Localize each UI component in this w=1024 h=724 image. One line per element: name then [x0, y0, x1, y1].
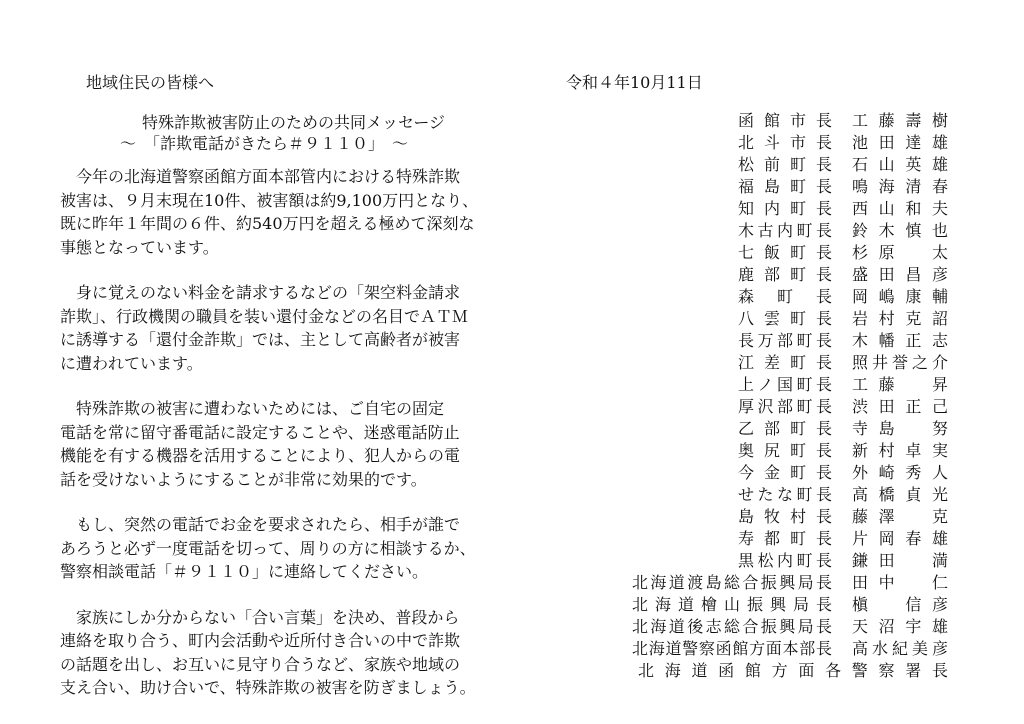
signatory-office: 寿都町長 [738, 529, 832, 548]
signatory-name: 工藤壽樹 [852, 111, 948, 130]
signatory-name: 寺島 努 [852, 419, 948, 438]
signatory-office: 乙部町長 [738, 419, 832, 438]
signatory-row [628, 330, 948, 352]
signatory-office: 北海道渡島総合振興局長 [632, 573, 832, 592]
signatory-office: 森町長 [738, 287, 832, 306]
signatory-office: 木古内町長 [738, 221, 832, 240]
paragraph-line: 機能を有する機器を活用することにより、犯人からの電 [60, 446, 461, 465]
signatory-row [628, 110, 948, 132]
signatory-name: 高水紀美彦 [852, 639, 948, 658]
paragraph [60, 281, 469, 375]
signatory-row [628, 176, 948, 198]
paragraph-line: 身に覚えのない料金を請求するなどの「架空料金請求 [60, 283, 461, 302]
signatory-office: 北海道檜山振興局長 [632, 595, 832, 614]
paragraph-line: 詐欺」、行政機関の職員を装い還付金などの名目でＡＴＭ [60, 306, 469, 326]
signatory-row [628, 550, 948, 572]
signatory-name: 岩村克詔 [852, 309, 948, 328]
signatory-office: 北海道後志総合振興局長 [632, 617, 832, 636]
signatory-name: 鈴木慎也 [852, 221, 948, 240]
signatory-office: 島牧村長 [738, 507, 832, 526]
paragraph-line: の話題を出し、お互いに見守り合うなど、家族や地域の [60, 654, 461, 674]
signatory-office: 長万部町長 [738, 331, 832, 350]
signatory-office: 函館市長 [738, 111, 832, 130]
signatory-name: 杉原 太 [852, 243, 948, 262]
signatory-name: 新村卓実 [852, 441, 948, 460]
signatory-row [628, 132, 948, 154]
signatory-office: 北斗市長 [738, 133, 832, 152]
signatory-name: 岡嶋康輔 [852, 287, 948, 306]
paragraph [60, 606, 476, 700]
paragraph-line: 警察相談電話「＃９１１０」に連絡してください。 [60, 562, 429, 581]
signatory-office: 厚沢部町長 [738, 397, 832, 416]
signatory-name: 鳴海清春 [852, 177, 948, 196]
signatory-name: 工藤 昇 [852, 375, 948, 394]
issue-date: 令和４年10月11日 [566, 73, 703, 92]
signatory-office: 北海道警察函館方面本部長 [632, 639, 832, 658]
signatory-name: 石山英雄 [852, 155, 948, 174]
signatory-name: 渋田正己 [852, 397, 948, 416]
paragraph-line: 事態となっています。 [60, 237, 219, 257]
paragraph-line: 話を受けないようにすることが非常に効果的です。 [60, 469, 427, 489]
signatory-row [628, 462, 948, 484]
signatory-row [628, 418, 948, 440]
signatory-office: 奥尻町長 [738, 441, 832, 460]
paragraph-line: に誘導する「還付金詐欺」では、主として高齢者が被害 [60, 330, 461, 349]
signatory-office: 黒松内町長 [738, 551, 832, 570]
signatory-row [628, 572, 948, 594]
signatory-row [628, 506, 948, 528]
signatory-row [628, 374, 948, 396]
signatory-office: 福島町長 [738, 177, 832, 196]
paragraph-line: 電話を常に留守番電話に設定することや、迷惑電話防止 [60, 422, 460, 442]
paragraph-line: 既に昨年１年間の６件、約540万円を超える極めて深刻な [60, 214, 475, 233]
signatory-row [628, 264, 948, 286]
signatory-list [628, 110, 948, 682]
paragraph [60, 513, 476, 584]
signatory-row [628, 528, 948, 550]
message-subtitle: ～ 「詐欺電話がきたら＃９１１０」 ～ [120, 134, 409, 153]
signatory-row [628, 484, 948, 506]
signatory-office: 松前町長 [738, 155, 832, 174]
signatory-row [628, 308, 948, 330]
signatory-name: 藤澤 克 [852, 507, 948, 526]
signatory-row [628, 286, 948, 308]
signatory-name: 池田達雄 [852, 133, 948, 152]
signatory-office: 上ノ国町長 [738, 375, 832, 394]
paragraph-line: 家族にしか分からない「合い言葉」を決め、普段から [60, 607, 460, 627]
paragraph-line: 特殊詐欺の被害に遭わないためには、ご自宅の固定 [60, 399, 445, 418]
signatory-row [628, 638, 948, 660]
signatory-name: 片岡春雄 [852, 529, 948, 548]
signatory-name: 木幡正志 [852, 331, 948, 350]
signatory-office: 江差町長 [738, 353, 832, 372]
paragraph-line: 今年の北海道警察函館方面本部管内における特殊詐欺 [60, 167, 461, 186]
signatory-row [628, 396, 948, 418]
paragraph-line: あろうと必ず一度電話を切って、周りの方に相談するか、 [60, 538, 476, 558]
signatory-office: 今金町長 [738, 463, 832, 482]
paragraph [60, 397, 460, 491]
paragraph [60, 165, 479, 259]
signatory-name: 盛田昌彦 [852, 265, 948, 284]
signatory-name: 外崎秀人 [852, 463, 948, 482]
signatory-row [628, 242, 948, 264]
signatory-office: 八雲町長 [738, 309, 832, 328]
signatory-row [628, 352, 948, 374]
signatory-office: 北海道函館方面各警察署長 [638, 661, 948, 680]
signatory-row [628, 220, 948, 242]
signatory-row [628, 198, 948, 220]
message-body [60, 165, 479, 722]
signatory-row [628, 154, 948, 176]
signatory-row [628, 616, 948, 638]
signatory-office: せたな町長 [738, 485, 832, 504]
paragraph-line: 連絡を取り合う、町内会活動や近所付き合いの中で詐欺 [60, 631, 461, 650]
signatory-office: 鹿部町長 [738, 265, 832, 284]
signatory-row [628, 660, 948, 682]
signatory-row [628, 594, 948, 616]
paragraph-line: 被害は、９月末現在10件、被害額は約9,100万円となり、 [60, 190, 479, 210]
signatory-row [628, 440, 948, 462]
addressee: 地域住民の皆様へ [86, 73, 215, 92]
message-title: 特殊詐欺被害防止のための共同メッセージ [142, 113, 446, 132]
signatory-office: 七飯町長 [738, 243, 832, 262]
signatory-name: 照井誉之介 [852, 353, 948, 372]
paragraph-line: もし、突然の電話でお金を要求されたら、相手が誰で [60, 515, 461, 534]
signatory-name: 高橋貞光 [852, 485, 948, 504]
signatory-name: 鎌田 満 [852, 551, 948, 570]
signatory-name: 天沼宇雄 [852, 617, 948, 636]
signatory-office: 知内町長 [738, 199, 832, 218]
paragraph-line: 支え合い、助け合いで、特殊詐欺の被害を防ぎましょう。 [60, 678, 476, 697]
signatory-name: 西山和夫 [852, 199, 948, 218]
signatory-name: 田中 仁 [852, 573, 948, 592]
signatory-name: 槇 信彦 [852, 595, 948, 614]
paragraph-line: に遭われています。 [60, 353, 203, 373]
